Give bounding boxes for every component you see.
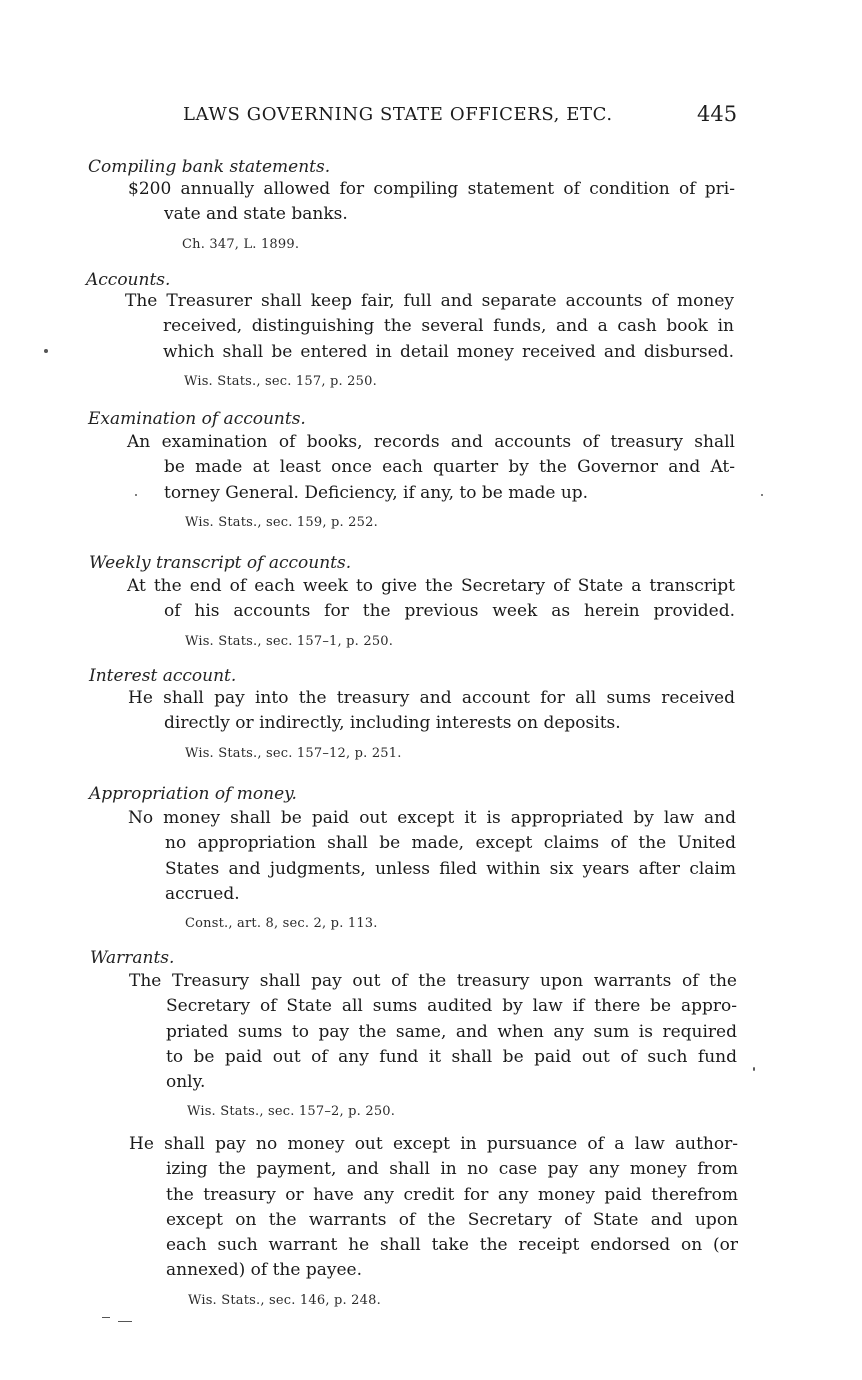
citation: Wis. Stats., sec. 157–2, p. 250. bbox=[187, 1104, 396, 1119]
section-paragraph bbox=[129, 1132, 738, 1284]
scan-speck bbox=[102, 1317, 110, 1318]
paragraph-line: torney General. Deficiency, if any, to be made up. bbox=[164, 482, 589, 503]
paragraph-line: except on the warrants of the Secretary of State and upon bbox=[166, 1209, 738, 1230]
section-heading: Interest account. bbox=[89, 666, 237, 686]
paragraph-line: priated sums to pay the same, and when any sum is required bbox=[166, 1021, 737, 1042]
paragraph-line: At the end of each week to give the Secretary of State a transcript bbox=[127, 576, 735, 596]
citation: Wis. Stats., sec. 159, p. 252. bbox=[185, 515, 378, 530]
paragraph-line: He shall pay no money out except in pursuance of a law author- bbox=[129, 1134, 738, 1154]
paragraph-line: izing the payment, and shall in no case pay any money from bbox=[166, 1159, 738, 1180]
section-paragraph bbox=[128, 686, 735, 737]
scan-speck bbox=[753, 1067, 755, 1071]
paragraph-line: to be paid out of any fund it shall be paid out of such fund bbox=[166, 1046, 737, 1067]
paragraph-line: vate and state banks. bbox=[164, 204, 348, 225]
section-heading: Appropriation of money. bbox=[89, 784, 297, 804]
section-paragraph bbox=[127, 574, 735, 625]
paragraph-line: Secretary of State all sums audited by law if there be appro- bbox=[166, 996, 737, 1017]
section-paragraph bbox=[129, 969, 737, 1095]
paragraph-line: the treasury or have any credit for any money paid therefrom bbox=[166, 1184, 738, 1205]
paragraph-line: be made at least once each quarter by the Governor and At- bbox=[164, 457, 735, 478]
scan-speck bbox=[44, 349, 48, 353]
paragraph-line: which shall be entered in detail money received and disbursed. bbox=[163, 341, 734, 362]
page-number: 445 bbox=[697, 102, 738, 126]
scan-speck bbox=[135, 494, 137, 496]
paragraph-line: The Treasury shall pay out of the treasury upon warrants of the bbox=[129, 971, 737, 991]
scan-speck bbox=[118, 1321, 132, 1322]
paragraph-line: received, distinguishing the several funds, and a cash book in bbox=[163, 316, 734, 337]
section-paragraph bbox=[128, 806, 736, 907]
section-heading: Examination of accounts. bbox=[88, 409, 306, 429]
paragraph-line: The Treasurer shall keep fair, full and separate accounts of money bbox=[125, 291, 734, 311]
citation: Wis. Stats., sec. 157–1, p. 250. bbox=[185, 634, 394, 649]
citation: Wis. Stats., sec. 157, p. 250. bbox=[184, 374, 377, 389]
citation: Const., art. 8, sec. 2, p. 113. bbox=[185, 916, 378, 931]
section-heading: Warrants. bbox=[90, 948, 175, 968]
citation: Wis. Stats., sec. 157–12, p. 251. bbox=[185, 746, 402, 761]
section-paragraph bbox=[127, 430, 735, 506]
paragraph-line: directly or indirectly, including interests on deposits. bbox=[164, 713, 621, 734]
section-paragraph bbox=[128, 177, 735, 228]
paragraph-line: each such warrant he shall take the receipt endorsed on (or bbox=[166, 1235, 738, 1256]
paragraph-line: No money shall be paid out except it is appropriated by law and bbox=[128, 808, 736, 828]
citation: Ch. 347, L. 1899. bbox=[182, 237, 300, 252]
section-heading: Accounts. bbox=[86, 270, 171, 290]
citation: Wis. Stats., sec. 146, p. 248. bbox=[188, 1293, 381, 1308]
paragraph-line: He shall pay into the treasury and account for all sums received bbox=[128, 688, 735, 708]
section-paragraph bbox=[125, 289, 734, 365]
paragraph-line: An examination of books, records and accounts of treasury shall bbox=[127, 432, 735, 452]
paragraph-line: $200 annually allowed for compiling statement of condition of pri- bbox=[128, 179, 735, 199]
paragraph-line: of his accounts for the previous week as herein provided. bbox=[164, 601, 735, 622]
section-heading: Weekly transcript of accounts. bbox=[89, 553, 352, 573]
running-title: LAWS GOVERNING STATE OFFICERS, ETC. bbox=[183, 104, 613, 125]
paragraph-line: only. bbox=[166, 1072, 206, 1093]
scan-speck bbox=[761, 494, 763, 496]
section-heading: Compiling bank statements. bbox=[88, 157, 331, 177]
paragraph-line: States and judgments, unless filed within six years after claim bbox=[165, 858, 736, 879]
paragraph-line: accrued. bbox=[165, 883, 240, 904]
page-header bbox=[0, 100, 862, 132]
paragraph-line: no appropriation shall be made, except claims of the United bbox=[165, 833, 736, 854]
paragraph-line: annexed) of the payee. bbox=[166, 1260, 362, 1281]
